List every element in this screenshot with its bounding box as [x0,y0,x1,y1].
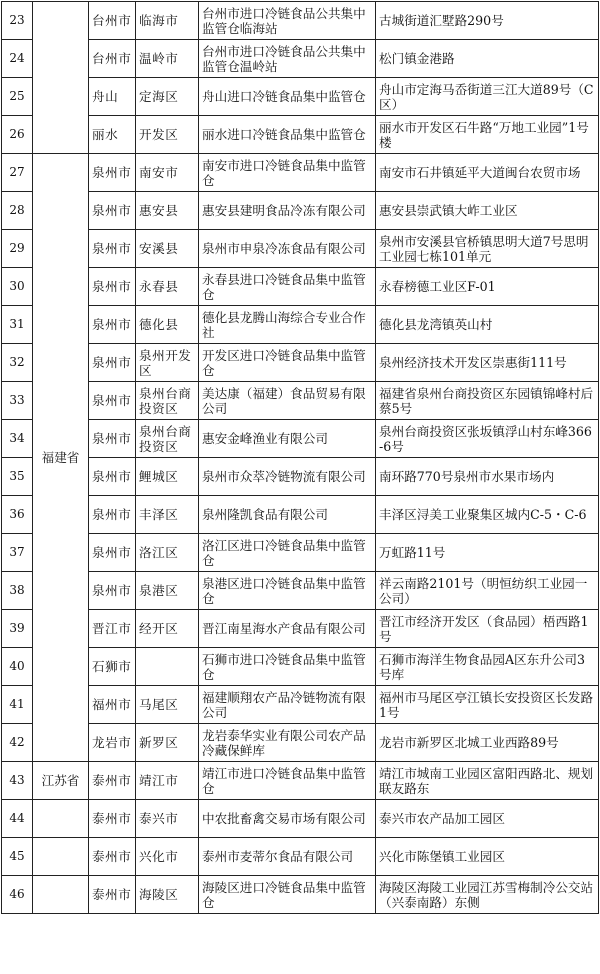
address-cell: 舟山市定海马岙街道三江大道89号（C区） [376,78,599,116]
district-cell: 临海市 [136,2,199,40]
facility-name-cell: 晋江南星海水产食品有限公司 [199,610,376,648]
address-cell: 永春榜德工业区F-01 [376,268,599,306]
table-row [2,724,599,762]
table-row [2,610,599,648]
facility-name-cell: 泉州市众萃冷链物流有限公司 [199,458,376,496]
facility-name-cell: 海陵区进口冷链食品集中监管仓 [199,876,376,914]
table-row [2,344,599,382]
facility-name-cell: 永春县进口冷链食品集中监管仓 [199,268,376,306]
city-cell: 泰州市 [89,876,136,914]
district-cell: 定海区 [136,78,199,116]
address-cell: 晋江市经济开发区（食品园）梧西路1号 [376,610,599,648]
district-cell: 惠安县 [136,192,199,230]
row-number: 34 [2,420,33,458]
row-number: 28 [2,192,33,230]
facility-name-cell: 泉港区进口冷链食品集中监管仓 [199,572,376,610]
cold-chain-warehouse-table [1,1,599,914]
city-cell: 泰州市 [89,800,136,838]
address-cell: 福建省泉州台商投资区东园镇锦峰村后蔡5号 [376,382,599,420]
address-cell: 丰泽区浔美工业聚集区城内C-5・C-6 [376,496,599,534]
province-cell [33,2,89,154]
row-number: 33 [2,382,33,420]
address-cell: 惠安县崇武镇大岞工业区 [376,192,599,230]
city-cell: 泰州市 [89,838,136,876]
address-cell: 海陵区海陵工业园江苏雪梅制冷公交站（兴泰南路）东侧 [376,876,599,914]
city-cell: 泉州市 [89,572,136,610]
city-cell: 泉州市 [89,382,136,420]
province-cell [33,800,89,838]
district-cell: 泉州台商投资区 [136,382,199,420]
table-row [2,572,599,610]
row-number: 36 [2,496,33,534]
district-cell: 泉州开发区 [136,344,199,382]
table-row [2,382,599,420]
city-cell: 泉州市 [89,458,136,496]
district-cell: 开发区 [136,116,199,154]
row-number: 31 [2,306,33,344]
table-row [2,192,599,230]
row-number: 23 [2,2,33,40]
district-cell: 永春县 [136,268,199,306]
district-cell: 经开区 [136,610,199,648]
facility-name-cell: 德化县龙腾山海综合专业合作社 [199,306,376,344]
row-number: 41 [2,686,33,724]
table-row [2,154,599,192]
row-number: 27 [2,154,33,192]
facility-name-cell: 靖江市进口冷链食品集中监管仓 [199,762,376,800]
table-row [2,876,599,914]
facility-name-cell: 泉州隆凯食品有限公司 [199,496,376,534]
district-cell [136,648,199,686]
address-cell: 南环路770号泉州市水果市场内 [376,458,599,496]
city-cell: 泉州市 [89,154,136,192]
province-cell [33,876,89,914]
row-number: 42 [2,724,33,762]
district-cell: 安溪县 [136,230,199,268]
district-cell: 洛江区 [136,534,199,572]
district-cell: 兴化市 [136,838,199,876]
province-cell: 江苏省 [33,762,89,800]
city-cell: 泰州市 [89,762,136,800]
table-row [2,762,599,800]
city-cell: 福州市 [89,686,136,724]
row-number: 30 [2,268,33,306]
address-cell: 泰兴市农产品加工园区 [376,800,599,838]
address-cell: 松门镇金港路 [376,40,599,78]
district-cell: 泉州台商投资区 [136,420,199,458]
table-row [2,420,599,458]
facility-name-cell: 开发区进口冷链食品集中监管仓 [199,344,376,382]
address-cell: 泉州市安溪县官桥镇思明大道7号思明工业园七栋101单元 [376,230,599,268]
city-cell: 泉州市 [89,420,136,458]
row-number: 37 [2,534,33,572]
city-cell: 丽水 [89,116,136,154]
row-number: 46 [2,876,33,914]
district-cell: 新罗区 [136,724,199,762]
facility-name-cell: 惠安金峰渔业有限公司 [199,420,376,458]
district-cell: 鲤城区 [136,458,199,496]
facility-name-cell: 福建顺翔农产品冷链物流有限公司 [199,686,376,724]
district-cell: 丰泽区 [136,496,199,534]
facility-name-cell: 泰州市麦蒂尔食品有限公司 [199,838,376,876]
facility-name-cell: 南安市进口冷链食品集中监管仓 [199,154,376,192]
table-row [2,230,599,268]
city-cell: 龙岩市 [89,724,136,762]
row-number: 29 [2,230,33,268]
facility-name-cell: 龙岩泰华实业有限公司农产品冷藏保鲜库 [199,724,376,762]
table-row [2,686,599,724]
facility-name-cell: 美达康（福建）食品贸易有限公司 [199,382,376,420]
row-number: 43 [2,762,33,800]
address-cell: 兴化市陈堡镇工业园区 [376,838,599,876]
table-row [2,306,599,344]
table-row [2,800,599,838]
district-cell: 泉港区 [136,572,199,610]
address-cell: 德化县龙湾镇英山村 [376,306,599,344]
table-row [2,838,599,876]
address-cell: 泉州台商投资区张坂镇浮山村东峰366-6号 [376,420,599,458]
address-cell: 龙岩市新罗区北城工业西路89号 [376,724,599,762]
table-row [2,2,599,40]
city-cell: 舟山 [89,78,136,116]
address-cell: 福州市马尾区亭江镇长安投资区长发路1号 [376,686,599,724]
city-cell: 石狮市 [89,648,136,686]
table-row [2,458,599,496]
district-cell: 靖江市 [136,762,199,800]
city-cell: 台州市 [89,2,136,40]
table-row [2,116,599,154]
city-cell: 泉州市 [89,306,136,344]
address-cell: 靖江市城南工业园区富阳西路北、规划联友路东 [376,762,599,800]
city-cell: 泉州市 [89,192,136,230]
address-cell: 石狮市海洋生物食品园A区东升公司3号库 [376,648,599,686]
facility-name-cell: 中农批畜禽交易市场有限公司 [199,800,376,838]
district-cell: 泰兴市 [136,800,199,838]
row-number: 32 [2,344,33,382]
table-row [2,40,599,78]
facility-name-cell: 泉州市申泉冷冻食品有限公司 [199,230,376,268]
city-cell: 泉州市 [89,496,136,534]
address-cell: 南安市石井镇延平大道闽台农贸市场 [376,154,599,192]
province-cell-fujian: 福建省 [33,154,89,762]
province-cell [33,838,89,876]
row-number: 35 [2,458,33,496]
table-row [2,534,599,572]
row-number: 26 [2,116,33,154]
address-cell: 古城街道汇墅路290号 [376,2,599,40]
row-number: 39 [2,610,33,648]
address-cell: 泉州经济技术开发区崇惠街111号 [376,344,599,382]
table-row [2,268,599,306]
district-cell: 南安市 [136,154,199,192]
district-cell: 海陵区 [136,876,199,914]
row-number: 44 [2,800,33,838]
row-number: 40 [2,648,33,686]
facility-name-cell: 洛江区进口冷链食品集中监管仓 [199,534,376,572]
city-cell: 泉州市 [89,534,136,572]
district-cell: 温岭市 [136,40,199,78]
district-cell: 德化县 [136,306,199,344]
table-row [2,496,599,534]
city-cell: 晋江市 [89,610,136,648]
address-cell: 万虹路11号 [376,534,599,572]
row-number: 45 [2,838,33,876]
row-number: 24 [2,40,33,78]
facility-name-cell: 台州市进口冷链食品公共集中监管仓温岭站 [199,40,376,78]
row-number: 25 [2,78,33,116]
facility-name-cell: 惠安县建明食品冷冻有限公司 [199,192,376,230]
city-cell: 泉州市 [89,344,136,382]
facility-name-cell: 台州市进口冷链食品公共集中监管仓临海站 [199,2,376,40]
facility-name-cell: 丽水进口冷链食品集中监管仓 [199,116,376,154]
district-cell: 马尾区 [136,686,199,724]
row-number: 38 [2,572,33,610]
table-row [2,648,599,686]
address-cell: 丽水市开发区石牛路“万地工业园”1号楼 [376,116,599,154]
facility-name-cell: 舟山进口冷链食品集中监管仓 [199,78,376,116]
address-cell: 祥云南路2101号（明恒纺织工业园一公司） [376,572,599,610]
city-cell: 泉州市 [89,268,136,306]
city-cell: 台州市 [89,40,136,78]
city-cell: 泉州市 [89,230,136,268]
table-row [2,78,599,116]
facility-name-cell: 石狮市进口冷链食品集中监管仓 [199,648,376,686]
